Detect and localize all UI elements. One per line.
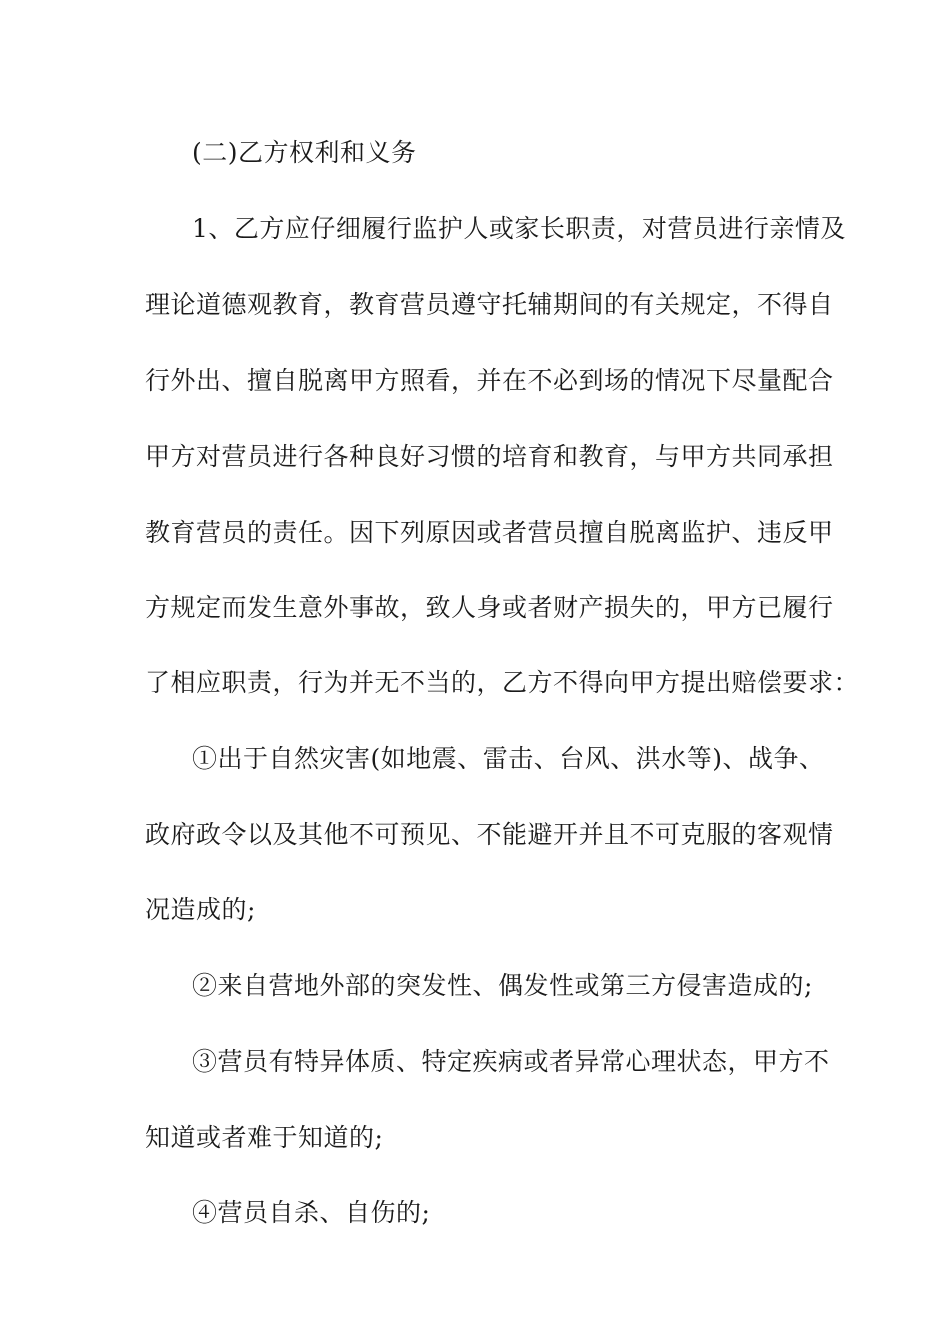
paragraph-line: 了相应职责，行为并无不当的，乙方不得向甲方提出赔偿要求： xyxy=(145,668,860,697)
paragraph-line: 1、乙方应仔细履行监护人或家长职责，对营员进行亲情及 xyxy=(192,214,846,243)
section-heading: (二)乙方权利和义务 xyxy=(192,138,417,167)
paragraph-line: 教育营员的责任。因下列原因或者营员擅自脱离监护、违反甲 xyxy=(145,518,834,547)
paragraph-line: 甲方对营员进行各种良好习惯的培育和教育，与甲方共同承担 xyxy=(145,442,834,471)
paragraph-line: 方规定而发生意外事故，致人身或者财产损失的，甲方已履行 xyxy=(145,593,834,622)
list-item-line: 知道或者难于知道的; xyxy=(145,1123,384,1152)
list-item-line: ①出于自然灾害(如地震、雷击、台风、洪水等)、战争、 xyxy=(192,744,825,773)
list-item-line: 况造成的; xyxy=(145,895,256,924)
paragraph-line: 行外出、擅自脱离甲方照看，并在不必到场的情况下尽量配合 xyxy=(145,366,834,395)
list-item-line: ②来自营地外部的突发性、偶发性或第三方侵害造成的; xyxy=(192,971,813,1000)
paragraph-line: 理论道德观教育，教育营员遵守托辅期间的有关规定，不得自 xyxy=(145,290,834,319)
list-item-line: 政府政令以及其他不可预见、不能避开并且不可克服的客观情 xyxy=(145,820,834,849)
list-item-line: ④营员自杀、自伤的; xyxy=(192,1198,431,1227)
list-item-line: ③营员有特异体质、特定疾病或者异常心理状态，甲方不 xyxy=(192,1047,830,1076)
